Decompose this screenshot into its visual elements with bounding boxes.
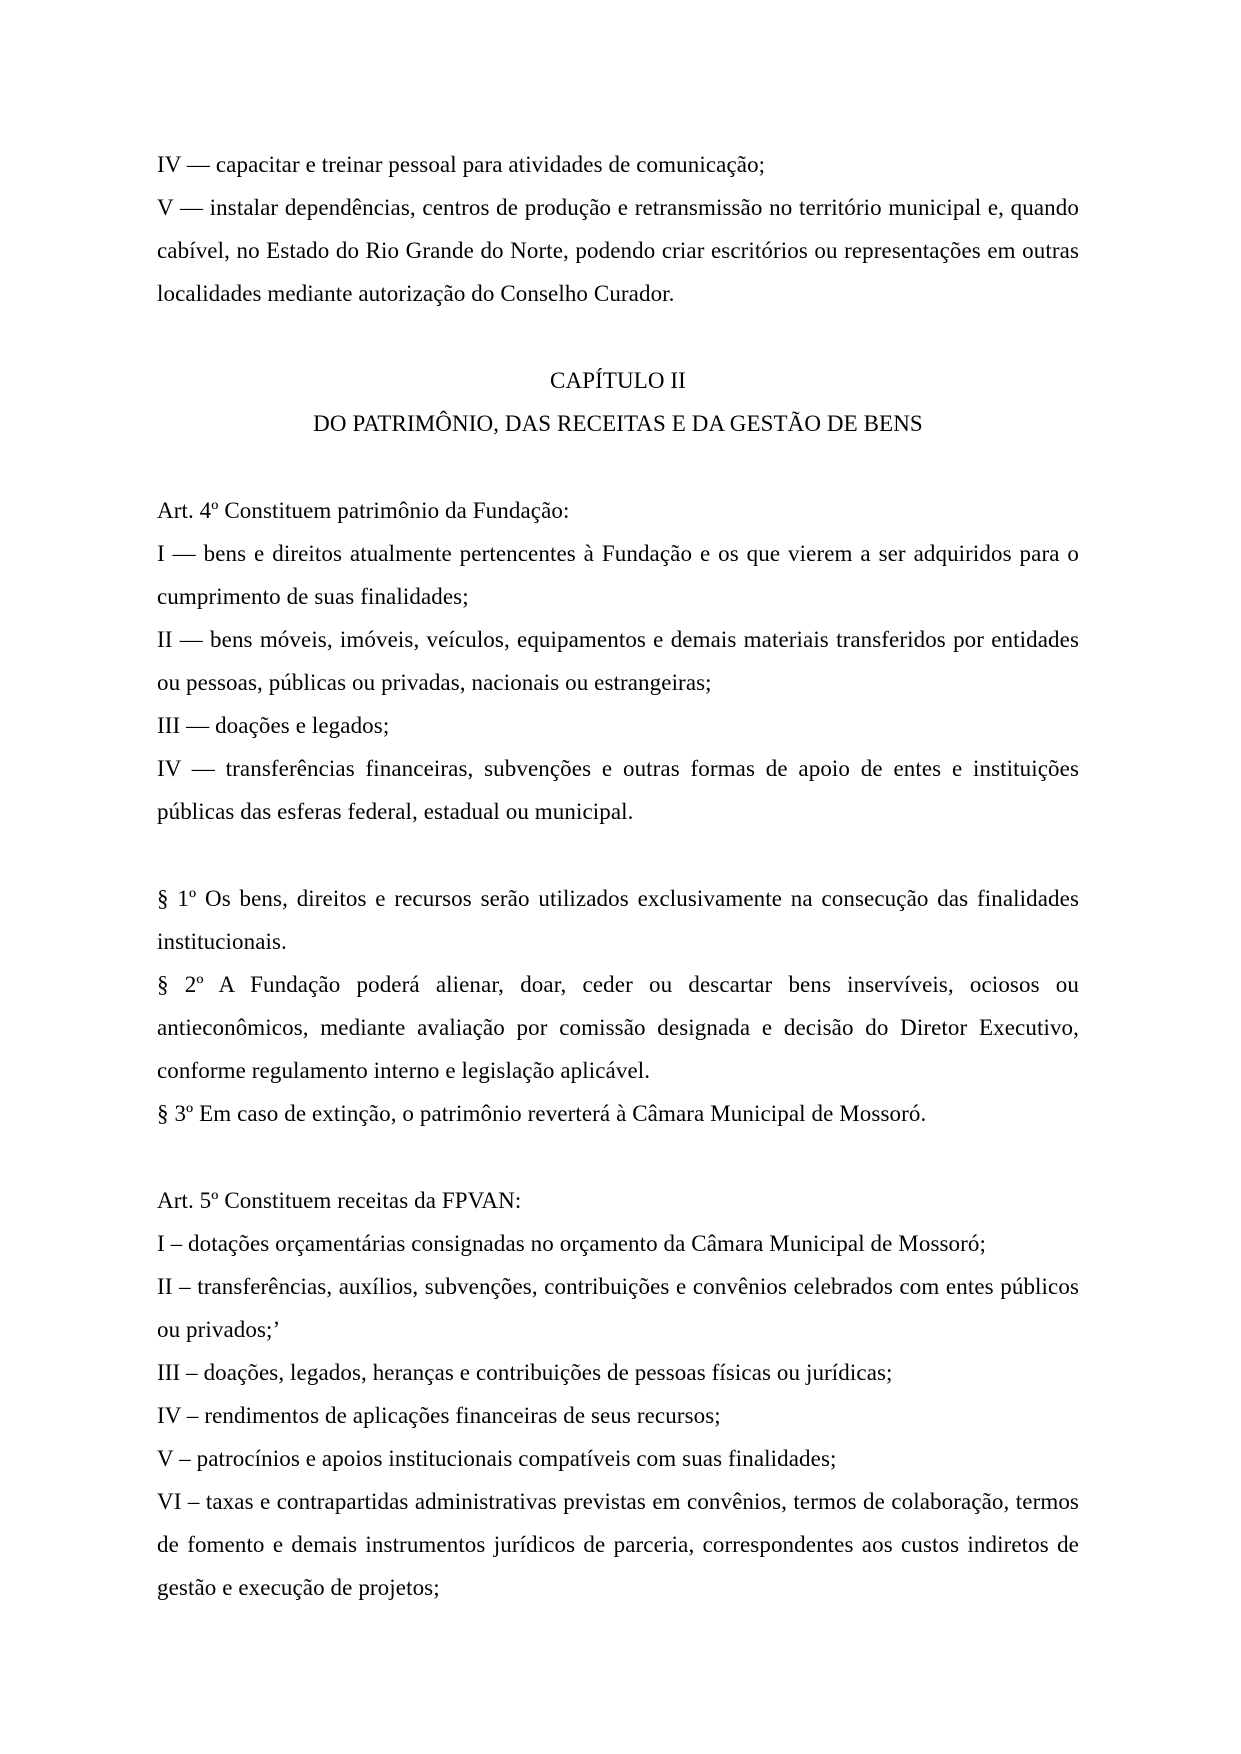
article-4-paragraph-2: § 2º A Fundação poderá alienar, doar, ceder ou descartar bens inservíveis, ociosos ou antieconômicos, mediante avaliação por comissão designada e decisão do Diretor Executivo, conforme regulamento interno e legislação aplicável. xyxy=(157,972,1079,1083)
article-5-item-iii: III – doações, legados, heranças e contribuições de pessoas físicas ou jurídicas; xyxy=(157,1360,893,1385)
intro-list-item-iv: IV — capacitar e treinar pessoal para atividades de comunicação; xyxy=(157,152,766,177)
chapter-subtitle: DO PATRIMÔNIO, DAS RECEITAS E DA GESTÃO DE BENS xyxy=(313,411,923,436)
article-5-item-iv: IV – rendimentos de aplicações financeiras de seus recursos; xyxy=(157,1403,721,1428)
article-5-item-ii: II – transferências, auxílios, subvenções, contribuições e convênios celebrados com entes públicos ou privados;’ xyxy=(157,1274,1079,1342)
article-4-paragraph-3: § 3º Em caso de extinção, o patrimônio reverterá à Câmara Municipal de Mossoró. xyxy=(157,1101,927,1126)
article-5-caput: Art. 5º Constituem receitas da FPVAN: xyxy=(157,1188,522,1213)
article-5-item-vi: VI – taxas e contrapartidas administrativas previstas em convênios, termos de colaboração, termos de fomento e demais instrumentos jurídicos de parceria, correspondentes aos custos indiretos de gestão e execução de projetos; xyxy=(157,1489,1079,1600)
article-4-paragraph-1: § 1º Os bens, direitos e recursos serão utilizados exclusivamente na consecução das finalidades institucionais. xyxy=(157,886,1079,954)
article-4-item-i: I — bens e direitos atualmente pertencentes à Fundação e os que vierem a ser adquiridos para o cumprimento de suas finalidades; xyxy=(157,541,1079,609)
chapter-title: CAPÍTULO II xyxy=(550,368,686,393)
article-4-item-iv: IV — transferências financeiras, subvenções e outras formas de apoio de entes e instituições públicas das esferas federal, estadual ou municipal. xyxy=(157,756,1079,824)
article-4-item-ii: II — bens móveis, imóveis, veículos, equipamentos e demais materiais transferidos por entidades ou pessoas, públicas ou privadas, nacionais ou estrangeiras; xyxy=(157,627,1079,695)
article-4-item-iii: III — doações e legados; xyxy=(157,713,390,738)
intro-list-item-v: V — instalar dependências, centros de produção e retransmissão no território municipal e, quando cabível, no Estado do Rio Grande do Norte, podendo criar escritórios ou representações em outras localidades mediante autorização do Conselho Curador. xyxy=(157,195,1079,306)
article-4-caput: Art. 4º Constituem patrimônio da Fundação: xyxy=(157,498,570,523)
article-5-item-i: I – dotações orçamentárias consignadas no orçamento da Câmara Municipal de Mossoró; xyxy=(157,1231,987,1256)
article-5-item-v: V – patrocínios e apoios institucionais compatíveis com suas finalidades; xyxy=(157,1446,837,1471)
